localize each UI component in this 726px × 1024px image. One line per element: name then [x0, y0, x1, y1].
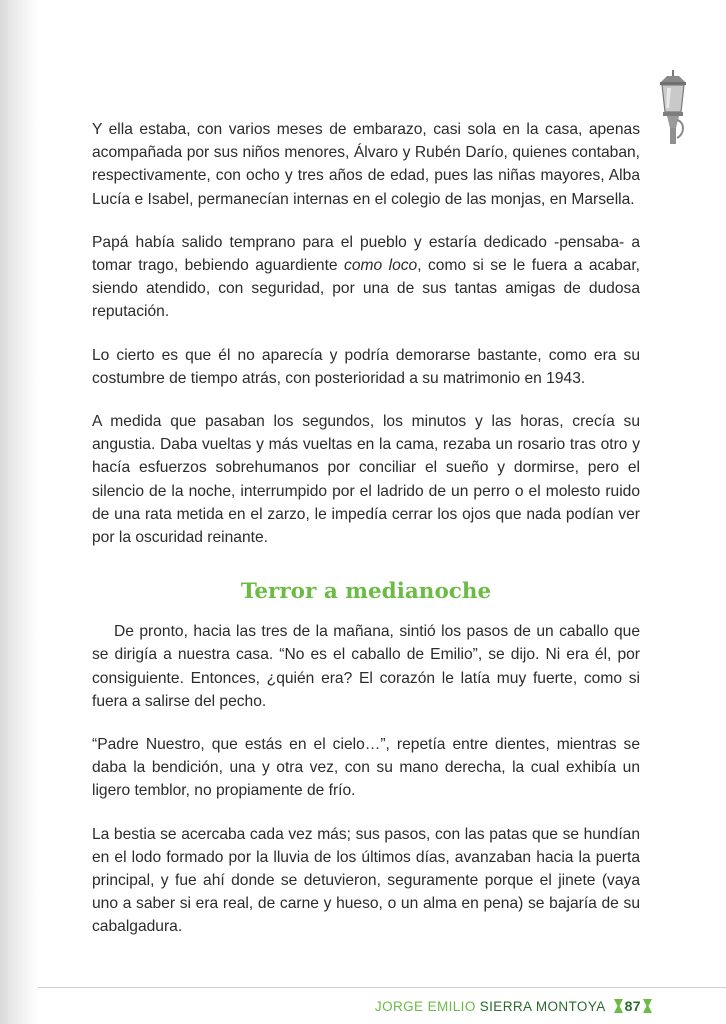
footer-author-last: SIERRA MONTOYA	[479, 998, 606, 1014]
section-paragraph-1: De pronto, hacia las tres de la mañana, sintió los pasos de un caballo que se dirigía a nuestra casa. “No es el caballo de Emilio”, se dijo. Ni era él, por consiguiente. Entonces, ¿quién era? El corazón le latía muy fuerte, como si fuera a salirse del pecho.	[92, 623, 640, 710]
lamp-icon	[655, 68, 691, 148]
page-number-block	[614, 998, 652, 1014]
section-title: Terror a medianoche	[240, 579, 492, 605]
paragraph-2-italic: como loco	[344, 257, 418, 275]
paragraph-2-text-after: , como si se le fuera a acabar, siendo atendido, con seguridad, por una de sus tantas amigas de dudosa reputación.	[92, 257, 641, 321]
footer-divider	[38, 987, 726, 988]
hourglass-icon	[614, 999, 623, 1013]
hourglass-icon	[643, 999, 652, 1013]
section-paragraph-3: La bestia se acercaba cada vez más; sus pasos, con las patas que se hundían en el lodo formado por la lluvia de los últimos días, avanzaban hacia la puerta principal, y fue ahí donde se detuvieron, seguramente porque el jinete (vaya uno a saber si era real, de carne y hueso, o un alma en pena) se bajaría de su cabalgadura.	[92, 825, 640, 936]
page-number: 87	[624, 998, 641, 1014]
section-paragraph-2: “Padre Nuestro, que estás en el cielo…”, repetía entre dientes, mientras se daba la bendición, una y otra vez, con su mano derecha, la cual exhibía un ligero temblor, no propiamente de frío.	[92, 736, 640, 800]
footer-author-first: JORGE EMILIO	[374, 998, 476, 1014]
page-gutter-shadow	[0, 0, 38, 1024]
page-footer	[375, 998, 652, 1014]
paragraph-4: A medida que pasaban los segundos, los minutos y las horas, crecía su angustia. Daba vueltas y más vueltas en la cama, rezaba un rosario tras otro y hacía esfuerzos sobrehumanos por conciliar el sueño y dormirse, pero el silencio de la noche, interrumpido por el ladrido de un perro o el molesto ruido de una rata metida en el zarzo, le impedía cerrar los ojos que nada podían ver por la oscuridad reinante.	[92, 413, 640, 547]
paragraph-1: Y ella estaba, con varios meses de embarazo, casi sola en la casa, apenas acompañada por sus niños menores, Álvaro y Rubén Darío, quienes contaban, respectivamente, con ocho y tres años de edad, pues las niñas mayores, Alba Lucía e Isabel, permanecían internas en el colegio de las monjas, en Marsella.	[92, 121, 640, 208]
paragraph-2	[92, 231, 640, 324]
page-body	[92, 118, 640, 959]
paragraph-2-text-before: Papá había salido temprano para el pueblo y estaría dedicado -pensaba- a tomar trago, bebiendo aguardiente	[92, 233, 640, 275]
paragraph-3: Lo cierto es que él no aparecía y podría demorarse bastante, como era su costumbre de tiempo atrás, con posterioridad a su matrimonio en 1943.	[92, 346, 640, 387]
